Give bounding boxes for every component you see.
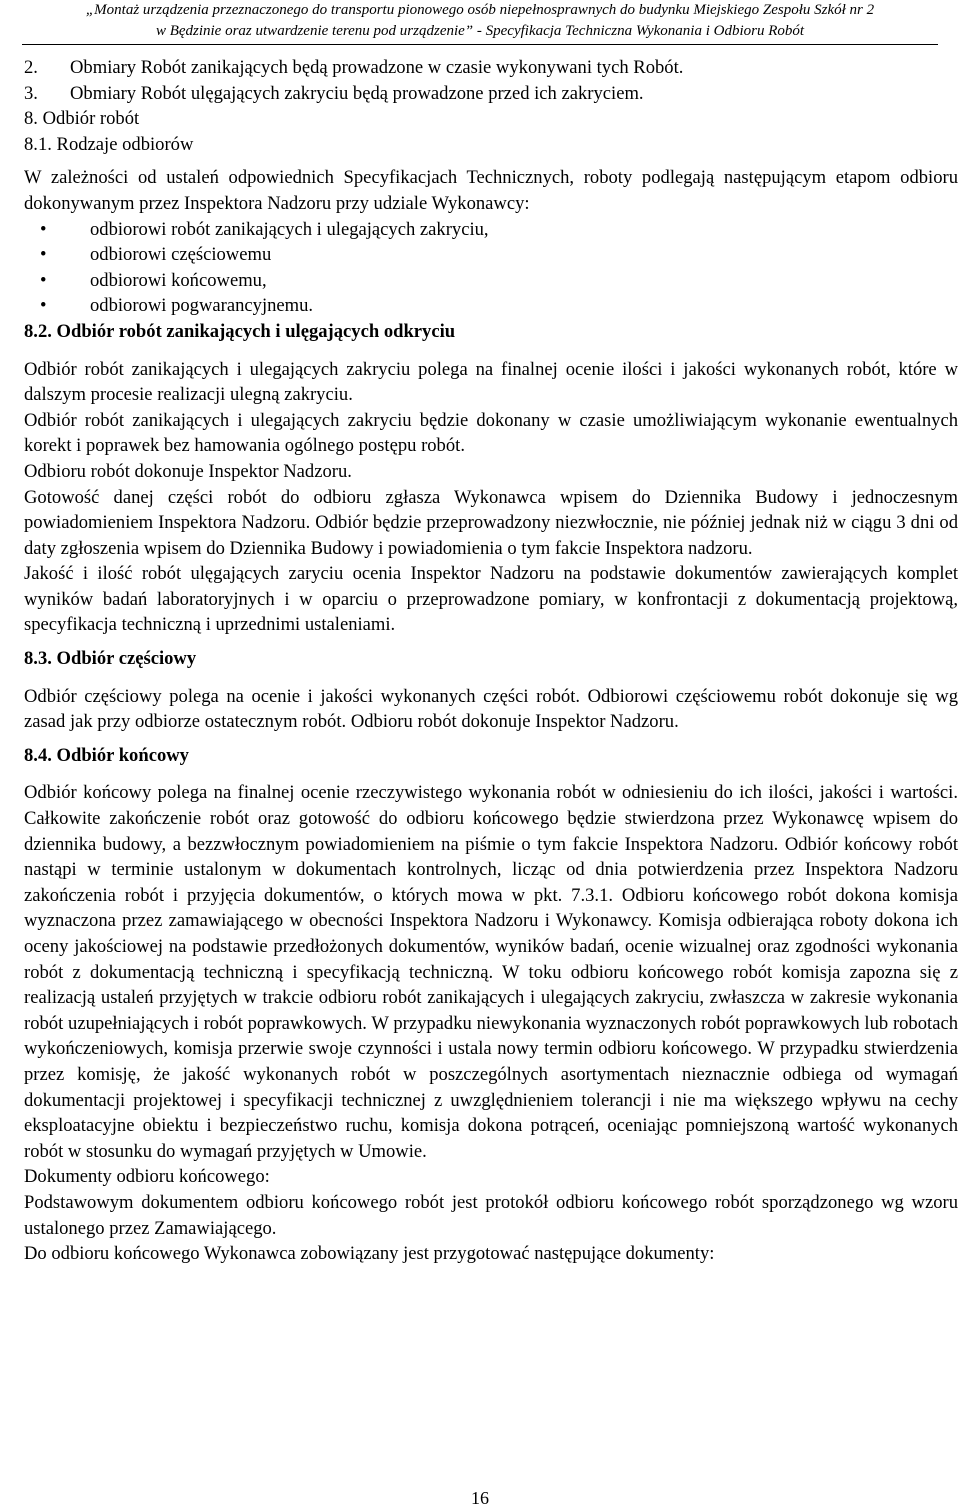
item-text: Obmiary Robót zanikających będą prowadzone w czasie wykonywani tych Robót. — [70, 57, 684, 78]
paragraph: Odbiór robót zanikających i ulegających zakryciu będzie dokonany w czasie umożliwiającym wykonanie ewentualnych korekt i poprawek bez hamowania ogólnego postępu robót. — [24, 409, 958, 457]
item-number: 2. — [24, 57, 38, 78]
list-item — [40, 293, 958, 319]
item-number: 3. — [24, 82, 38, 104]
numbered-item — [24, 81, 958, 107]
list-item-text: odbiorowi końcowemu, — [90, 269, 267, 291]
list-item — [40, 217, 958, 243]
bullet-icon: • — [40, 295, 47, 317]
bullet-icon: • — [40, 218, 47, 240]
numbered-item — [24, 55, 958, 81]
page-number: 16 — [471, 1488, 489, 1508]
section-heading-8: 8. Odbiór robót — [24, 108, 140, 130]
paragraph: Odbiór robót zanikających i ulegających zakryciu polega na finalnej ocenie ilości i jakości wykonanych robót, które w dalszym procesie realizacji ulegną zakryciu. — [24, 358, 958, 406]
bullet-icon: • — [40, 244, 47, 266]
section-heading-8-2: 8.2. Odbiór robót zanikających i ulęgających odkryciu — [24, 320, 456, 342]
list-item-text: odbiorowi robót zanikających i ulegających zakryciu, — [90, 218, 489, 240]
header-line-2: w Będzinie oraz utwardzenie terenu pod urządzenie” - Specyfikacja Techniczna Wykonania i Odbioru Robót — [155, 23, 805, 39]
item-text: Obmiary Robót ulęgających zakryciu będą prowadzone przed ich zakryciem. — [70, 82, 644, 104]
document-body — [24, 55, 958, 1267]
list-item — [40, 242, 958, 268]
paragraph: Dokumenty odbioru końcowego: — [24, 1166, 270, 1188]
list-item — [40, 268, 958, 294]
paragraph: Do odbioru końcowego Wykonawca zobowiązany jest przygotować następujące dokumenty: — [24, 1243, 715, 1265]
running-header — [22, 0, 938, 45]
section-heading-8-1: 8.1. Rodzaje odbiorów — [24, 133, 194, 155]
receipt-types-list — [24, 217, 958, 319]
paragraph: Odbioru robót dokonuje Inspektor Nadzoru. — [24, 460, 352, 482]
paragraph: Odbiór częściowy polega na ocenie i jakości wykonanych części robót. Odbiorowi częściowemu robót dokonuje się wg zasad jak przy odbiorze ostatecznym robót. Odbioru robót dokonuje Inspektor Nadzoru. — [24, 685, 958, 733]
bullet-icon: • — [40, 269, 47, 291]
paragraph: Odbiór końcowy polega na finalnej ocenie rzeczywistego wykonania robót w odniesieniu do ich ilości, jakości i wartości. Całkowite zakończenie robót oraz gotowość do odbioru końcowego będzie stwierdzona przez Wykonawcę wpisem do dziennika budowy, a bezzwłocznym powiadomieniem na piśmie o tym fakcie Inspektora Nadzoru. Odbiór końcowy robót nastąpi w terminie ustalonym w dokumentach kontrolnych, licząc od dnia potwierdzenia przez Inspektora Nadzoru zakończenia robót i przyjęcia dokumentów, o których mowa w pkt. 7.3.1. Odbioru końcowego robót dokona komisja wyznaczona przez zamawiającego w obecności Inspektora Nadzoru i Wykonawcy. Komisja odbierająca roboty dokona ich oceny jakościowej na podstawie przedłożonych dokumentów, wyników badań, ocenie wizualnej oraz zgodności wykonania robót z dokumentacją techniczną i specyfikacją techniczną. W toku odbioru końcowego robót komisja zapozna się z realizacją ustaleń przyjętych w trakcie odbioru robót zanikających i ulegających zakryciu, zwłaszcza w zakresie wykonania robót uzupełniających i robót poprawkowych. W przypadku niewykonania wyznaczonych robót poprawkowych lub robotach wykończeniowych, komisja przerwie swoje czynności i ustala nowy termin odbioru końcowego. W przypadku stwierdzenia przez komisję, że jakość wykonanych robót w poszczególnych asortymentach nieznacznie odbiega od wymagań dokumentacji projektowej i specyfikacji technicznej z uwzględnieniem tolerancji i nie ma większego wpływu na cechy eksploatacyjne obiektu i bezpieczeństwo ruchu, komisja dokona potrąceń, oceniając pomniejszoną wartość wykonanych robót w stosunku do wymagań przyjętych w Umowie. — [24, 782, 958, 1162]
section-heading-8-4: 8.4. Odbiór końcowy — [24, 744, 189, 766]
list-item-text: odbiorowi częściowemu — [90, 244, 272, 266]
header-line-1: „Montaż urządzenia przeznaczonego do transportu pionowego osób niepełnosprawnych do budynku Miejskiego Zespołu Szkół nr 2 — [85, 2, 875, 18]
paragraph: Podstawowym dokumentem odbioru końcowego robót jest protokół odbioru końcowego robót sporządzonego wg wzoru ustalonego przez Zamawiającego. — [24, 1191, 958, 1239]
list-item-text: odbiorowi pogwarancyjnemu. — [90, 295, 314, 317]
paragraph: Jakość i ilość robót ulęgających zaryciu ocenia Inspektor Nadzoru na podstawie dokumentów zawierających komplet wyników badań laboratoryjnych i w oparciu o przeprowadzone pomiary, w konfrontacji z dokumentacją projektową, specyfikacja techniczną i uprzednimi ustaleniami. — [24, 563, 958, 636]
section-heading-8-3: 8.3. Odbiór częściowy — [24, 648, 197, 670]
section-8-1-intro: W zależności od ustaleń odpowiednich Specyfikacjach Technicznych, roboty podlegają następującym etapom odbioru dokonywanym przez Inspektora Nadzoru przy udziale Wykonawcy: — [24, 167, 958, 214]
paragraph: Gotowość danej części robót do odbioru zgłasza Wykonawca wpisem do Dziennika Budowy i jednoczesnym powiadomieniem Inspektora Nadzoru. Odbiór będzie przeprowadzony niezwłocznie, nie później jednak niż w ciągu 3 dni od daty zgłoszenia wpisem do Dziennika Budowy i powiadomienia o tym fakcie Inspektora nadzoru. — [24, 486, 958, 559]
